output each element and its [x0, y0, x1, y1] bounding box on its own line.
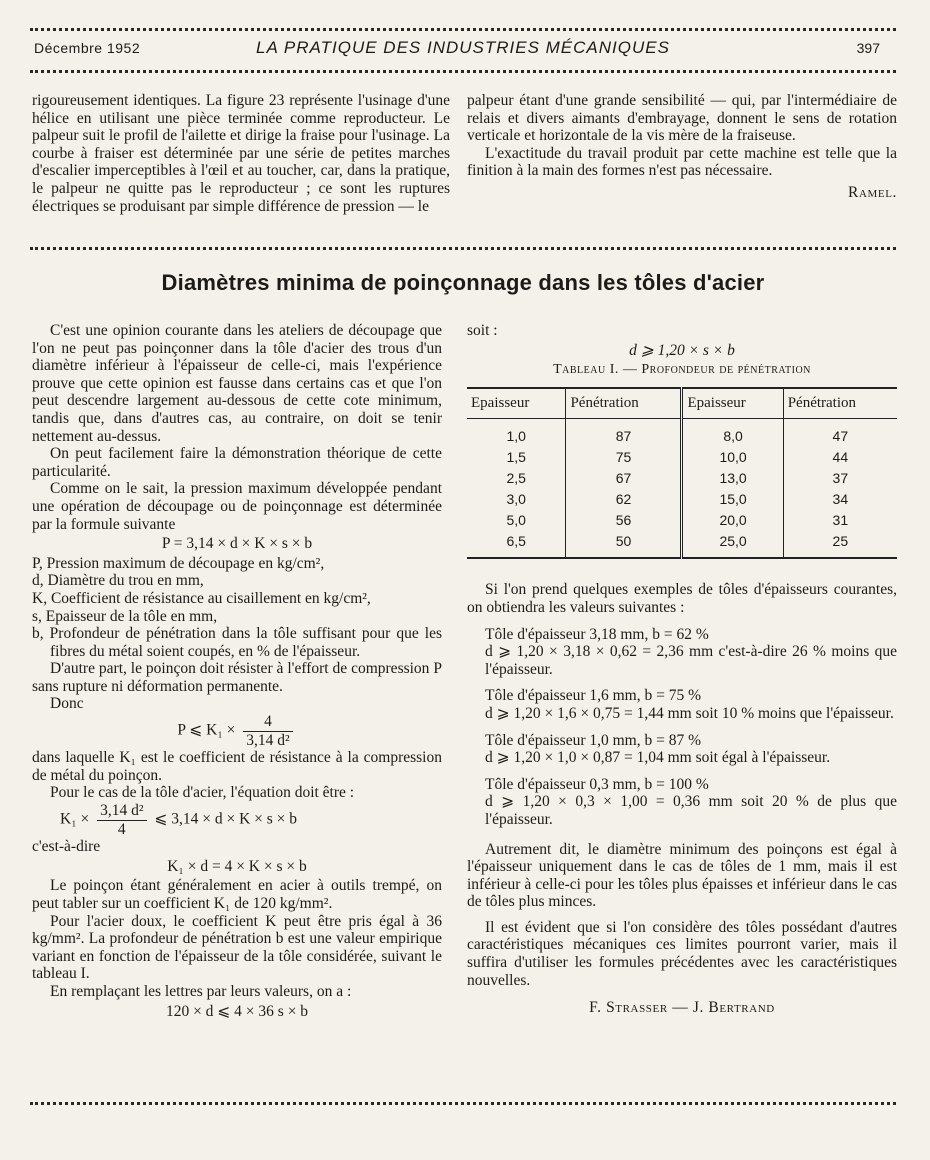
article-left-column: [32, 322, 442, 1022]
journal-title: LA PRATIQUE DES INDUSTRIES MÉCANIQUES: [256, 38, 670, 57]
prev-article-left-column: [32, 92, 450, 215]
example-4: [467, 776, 897, 829]
example-4-line-b: d ⩾ 1,20 × 0,3 × 1,00 = 0,36 mm soit 20 % de plus que l'épaisseur.: [485, 793, 897, 828]
example-2-line-b: d ⩾ 1,20 × 1,6 × 0,75 = 1,44 mm soit 10 % moins que l'épaisseur.: [485, 704, 894, 722]
table-cell: 2,5: [467, 468, 566, 489]
article-right-column: [467, 322, 897, 1017]
table-caption: Tableau I. — Profondeur de pénétration: [553, 362, 811, 378]
example-1: [467, 626, 897, 679]
table-cell: 31: [832, 512, 849, 529]
table-cell: 15,0: [682, 489, 783, 510]
equation-1: P = 3,14 × d × K × s × b: [161, 535, 313, 553]
running-header: [34, 38, 892, 62]
paragraph-9: En remplaçant les lettres par leurs valeurs, on a :: [50, 982, 352, 1000]
table-cell: 10,0: [682, 447, 783, 468]
paragraph-2: On peut facilement faire la démonstration théorique de cette particularité.: [32, 445, 442, 480]
table-row: [467, 531, 897, 558]
definition-d: d, Diamètre du trou en mm,: [32, 572, 204, 590]
equation-3-right: ⩽ 3,14 × d × K × s × b: [154, 810, 298, 828]
prev-article-right-column: [467, 92, 897, 202]
equation-3-denominator: 4: [117, 820, 126, 838]
table-row: [467, 510, 897, 531]
table-row: [467, 447, 897, 468]
definition-s: s, Epaisseur de la tôle en mm,: [32, 607, 218, 625]
prev-article-left-text: rigoureusement identiques. La figure 23 représente l'usinage d'une hélice en utilisant une pièce terminée comme reproducteur. Le palpeur suit le profil de l'ailette et dirige la fraise pour l'usinage. La courbe à fraiser est déterminée par une série de petites marches d'escalier imperceptibles à l'œil et au toucher, car, dans la pratique, le palpeur ne quitte pas le reproducteur ; ce sont les ruptures électriques se produisant par simple différence de pression — le: [32, 92, 450, 215]
example-3-line-a: Tôle d'épaisseur 1,0 mm, b = 87 %: [485, 731, 702, 749]
paragraph-1: C'est une opinion courante dans les ateliers de découpage que l'on ne peut pas poinçonner dans la tôle d'acier des trous d'un diamètre inférieur à l'épaisseur de celle-ci, mais l'expérience prouve que cette opinion est fausse dans certains cas et que l'on peut descendre largement au-dessous de cette cote minimum, tandis que, dans d'autres cas, au contraire, on doit se tenir nettement au-dessus.: [32, 322, 442, 445]
prev-article-author: Ramel.: [848, 183, 897, 201]
equation-3: [32, 802, 442, 838]
table-cell: 6,5: [467, 531, 566, 558]
equation-6: d ⩾ 1,20 × s × b: [629, 341, 735, 359]
soit-label: soit :: [467, 322, 498, 339]
definition-k: K, Coefficient de résistance au cisaillement en kg/cm²,: [32, 589, 371, 607]
table-cell: 34: [832, 491, 849, 508]
bottom-dotted-rule: [30, 1102, 896, 1105]
example-4-line-a: Tôle d'épaisseur 0,3 mm, b = 100 %: [485, 775, 709, 793]
prev-article-right-text-2: L'exactitude du travail produit par cette machine est telle que la finition à la main des formes n'est pas nécessaire.: [467, 144, 897, 180]
table-row: [467, 419, 897, 448]
equation-5: 120 × d ⩽ 4 × 36 s × b: [165, 1002, 309, 1020]
paragraph-11: Autrement dit, le diamètre minimum des poinçons est égal à l'épaisseur uniquement dans le cas de tôles de 1 mm, mais il est inférieur à celle-ci pour les tôles plus épaisses et inférieur dans le cas de tôles plus minces.: [467, 840, 897, 911]
equation-3-left: K₁ ×: [60, 810, 90, 828]
equation-3-fraction: [97, 802, 146, 838]
example-2-line-a: Tôle d'épaisseur 1,6 mm, b = 75 %: [485, 687, 702, 705]
table-cell: 3,0: [467, 489, 566, 510]
article-title: Diamètres minima de poinçonnage dans les tôles d'acier: [161, 270, 765, 295]
example-3: [467, 732, 897, 767]
table-cell: 8,0: [682, 419, 783, 448]
equation-2-left: P ⩽ K₁ ×: [177, 721, 236, 739]
paragraph-3: Comme on le sait, la pression maximum développée pendant une opération de découpage ou de poinçonnage est déterminée par la formule suivante: [32, 480, 442, 533]
example-2: [467, 687, 897, 722]
equation-2-denominator: 3,14 d²: [246, 731, 290, 749]
paragraph-4: D'autre part, le poinçon doit résister à l'effort de compression P sans rupture ni déformation permanente.: [32, 660, 442, 695]
paragraph-5: dans laquelle K₁ est le coefficient de résistance à la compression de métal du poinçon.: [32, 749, 442, 784]
table-header: Epaisseur: [682, 388, 783, 419]
table-row: [467, 468, 897, 489]
table-cell: 25,0: [682, 531, 783, 558]
table-cell: 5,0: [467, 510, 566, 531]
paragraph-12: Il est évident que si l'on considère des tôles possédant d'autres caractéristiques mécaniques ces limites pourront varier, mais il suffira d'utiliser les formules précédentes avec les caractéristiques nouvelles.: [467, 918, 897, 989]
equation-4: K₁ × d = 4 × K × s × b: [167, 857, 307, 875]
issue-date: Décembre 1952: [34, 40, 141, 56]
table-cell: 1,5: [467, 447, 566, 468]
table-cell: 20,0: [682, 510, 783, 531]
paragraph-10: Si l'on prend quelques exemples de tôles d'épaisseurs courantes, on obtiendra les valeurs suivantes :: [467, 581, 897, 616]
table-cell: 13,0: [682, 468, 783, 489]
equation-2-fraction: [243, 713, 292, 749]
table-cell: 87: [566, 419, 682, 448]
prev-article-right-text-1: palpeur étant d'une grande sensibilité — qui, par l'intermédiaire de relais et divers aimants d'embrayage, donnent le sens de rotation verticale et horizontale de la vis mère de la fraiseuse.: [467, 92, 897, 145]
donc-label: Donc: [50, 695, 84, 713]
table-cell: 50: [566, 531, 682, 558]
example-1-line-a: Tôle d'épaisseur 3,18 mm, b = 62 %: [485, 625, 709, 643]
table-header-row: [467, 388, 897, 419]
paragraph-7: Le poinçon étant généralement en acier à outils trempé, on peut tabler sur un coefficient K₁ de 120 kg/mm².: [32, 877, 442, 912]
equation-3-numerator: 3,14 d²: [97, 802, 146, 821]
table-header: Epaisseur: [467, 388, 566, 419]
table-cell: 25: [783, 531, 897, 558]
table-cell: 44: [832, 449, 849, 466]
table-cell: 1,0: [467, 419, 566, 448]
paragraph-6: Pour le cas de la tôle d'acier, l'équation doit être :: [50, 784, 355, 802]
definition-p: P, Pression maximum de découpage en kg/cm²,: [32, 554, 325, 572]
table-row: [467, 489, 897, 510]
equation-2: [32, 713, 442, 749]
page-number: 397: [856, 40, 880, 56]
cest-a-dire-label: c'est-à-dire: [32, 838, 101, 856]
table-cell: 47: [832, 428, 849, 445]
example-3-line-b: d ⩾ 1,20 × 1,0 × 0,87 = 1,04 mm soit égal à l'épaisseur.: [485, 749, 831, 767]
paragraph-8: Pour l'acier doux, le coefficient K peut être pris égal à 36 kg/mm². La profondeur de pénétration b est une valeur empirique variant en fonction de l'épaisseur de la tôle considérée, suivant le tableau I.: [32, 912, 442, 983]
table-header: Pénétration: [566, 388, 682, 419]
table-cell: 56: [566, 510, 682, 531]
table-header: Pénétration: [783, 388, 897, 419]
example-1-line-b: d ⩾ 1,20 × 3,18 × 0,62 = 2,36 mm c'est-à-dire 26 % moins que l'épaisseur.: [485, 643, 897, 678]
article-authors: F. Strasser — J. Bertrand: [589, 999, 775, 1017]
table-cell: 67: [566, 468, 682, 489]
top-dotted-rule: [30, 28, 896, 31]
section-dotted-rule: [30, 247, 896, 250]
penetration-table: [467, 387, 897, 560]
header-dotted-rule: [30, 70, 896, 73]
table-cell: 37: [832, 470, 849, 487]
table-cell: 75: [566, 447, 682, 468]
equation-2-numerator: 4: [243, 713, 292, 732]
table-cell: 62: [566, 489, 682, 510]
definition-b: b, Profondeur de pénétration dans la tôle suffisant pour que les fibres du métal soient coupés, en % de l'épaisseur.: [32, 625, 442, 660]
